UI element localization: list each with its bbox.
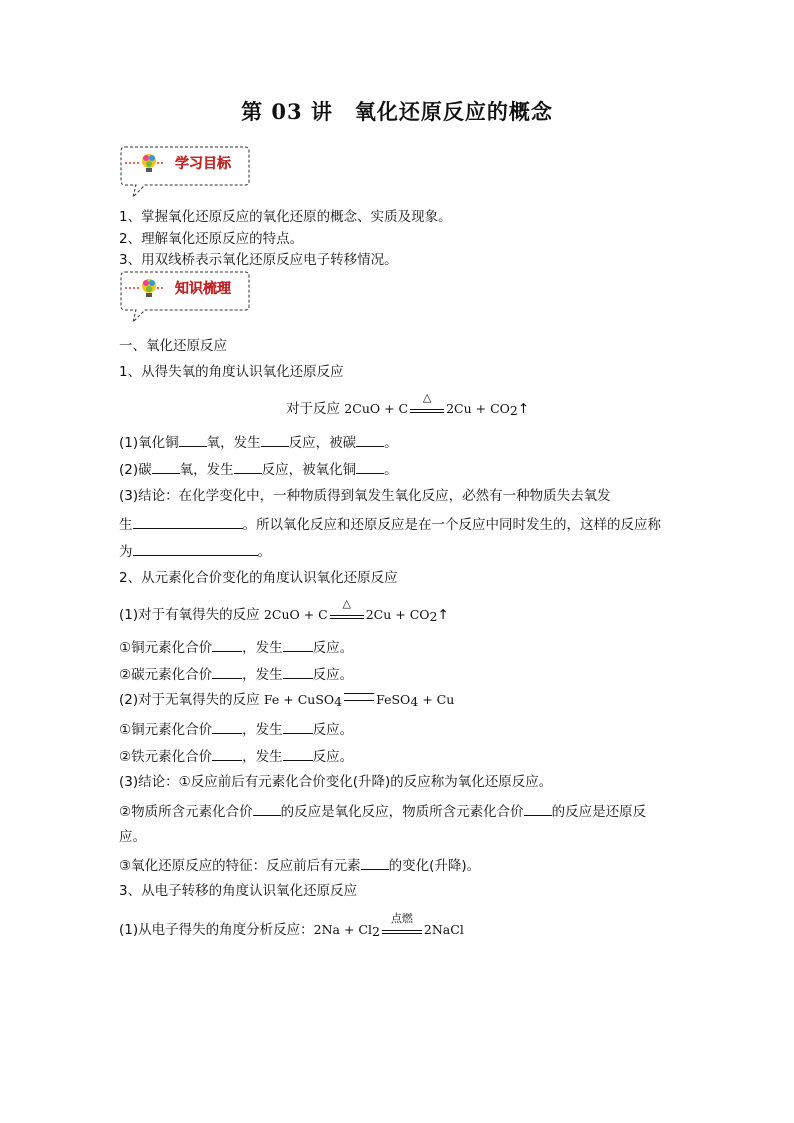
speech-bubble-icon xyxy=(119,145,251,199)
speech-bubble-icon xyxy=(119,270,251,324)
goal-2: 2、理解氧化还原反应的特点。 xyxy=(119,231,304,247)
equation-3-line: (2)对于无氧得失的反应 Fe + CuSO$_4$ FeSO$_4$ + Cu xyxy=(119,692,455,709)
equals-sign xyxy=(344,693,374,701)
answer-blank[interactable] xyxy=(152,459,180,474)
answer-blank[interactable] xyxy=(361,855,389,870)
answer-blank[interactable] xyxy=(283,719,313,734)
conclusion-2: ②物质所含元素化合价 的反应是氧化反应，物质所含元素化合价 的反应是还原反 xyxy=(119,801,646,821)
answer-blank[interactable] xyxy=(261,432,289,447)
answer-blank[interactable] xyxy=(133,541,258,556)
question-3-line-1: (3)结论：在化学变化中，一种物质得到氧发生氧化反应，必然有一种物质失去氧发 xyxy=(119,488,611,504)
knowledge-badge xyxy=(119,270,251,324)
svg-text:学习目标: 学习目标 xyxy=(175,156,231,172)
question-3-line-2: 生 。所以氧化反应和还原反应是在一个反应中同时发生的，这样的反应称 xyxy=(119,514,661,534)
answer-blank[interactable] xyxy=(356,432,384,447)
answer-blank[interactable] xyxy=(133,514,243,529)
answer-blank[interactable] xyxy=(212,746,242,761)
answer-blank[interactable] xyxy=(212,719,242,734)
answer-blank[interactable] xyxy=(356,459,384,474)
question-1: (1)氧化铜 氧，发生 反应，被碳 。 xyxy=(119,432,398,452)
equation-1: 对于反应 2CuO + C △ $2Cu + CO_2↑$ xyxy=(286,391,530,418)
equation-4-line: (1)从电子得失的角度分析反应：$2Na + Cl_2$ 点燃 2NaCl xyxy=(119,912,464,939)
eq-condition: △ xyxy=(330,603,364,621)
answer-blank[interactable] xyxy=(234,459,262,474)
eq1-prefix: 对于反应 xyxy=(286,401,340,417)
answer-blank[interactable] xyxy=(179,432,207,447)
copper-valence: ①铜元素化合价 ，发生 反应。 xyxy=(119,637,353,657)
conclusion-2-cont: 应。 xyxy=(119,829,146,845)
copper-valence-2: ①铜元素化合价 ，发生 反应。 xyxy=(119,719,353,739)
svg-text:知识梳理: 知识梳理 xyxy=(175,281,231,297)
ignite-condition: 点燃 xyxy=(382,918,422,936)
eq1-right: 2Cu + CO xyxy=(446,401,510,416)
eq1-left: 2CuO + C xyxy=(344,401,409,416)
answer-blank[interactable] xyxy=(283,746,313,761)
eq1-condition: △ xyxy=(410,397,444,415)
equation-2-line: (1)对于有氧得失的反应 2CuO + C △ $2Cu + CO_2↑$ xyxy=(119,597,449,624)
answer-blank[interactable] xyxy=(253,801,281,816)
question-2: (2)碳 氧，发生 反应，被氧化铜 。 xyxy=(119,459,398,479)
page-title: 第 03 讲 氧化还原反应的概念 xyxy=(241,99,553,124)
conclusion-3: ③氧化还原反应的特征：反应前后有元素 的变化(升降)。 xyxy=(119,855,480,875)
carbon-valence: ②碳元素化合价 ，发生 反应。 xyxy=(119,664,353,684)
subsection-1-heading: 1、从得失氧的角度认识氧化还原反应 xyxy=(119,364,344,380)
subsection-3-heading: 3、从电子转移的角度认识氧化还原反应 xyxy=(119,883,358,899)
answer-blank[interactable] xyxy=(283,637,313,652)
question-3-line-3: 为 。 xyxy=(119,541,271,561)
goals-badge xyxy=(119,145,251,199)
answer-blank[interactable] xyxy=(524,801,552,816)
answer-blank[interactable] xyxy=(212,637,242,652)
section-heading: 一、氧化还原反应 xyxy=(119,338,227,354)
iron-valence: ②铁元素化合价 ，发生 反应。 xyxy=(119,746,353,766)
subsection-2-heading: 2、从元素化合价变化的角度认识氧化还原反应 xyxy=(119,570,398,586)
conclusion-1: (3)结论：①反应前后有元素化合价变化(升降)的反应称为氧化还原反应。 xyxy=(119,774,553,790)
goal-1: 1、掌握氧化还原反应的氧化还原的概念、实质及现象。 xyxy=(119,209,452,225)
goal-3: 3、用双线桥表示氧化还原反应电子转移情况。 xyxy=(119,252,398,268)
answer-blank[interactable] xyxy=(212,664,242,679)
answer-blank[interactable] xyxy=(283,664,313,679)
